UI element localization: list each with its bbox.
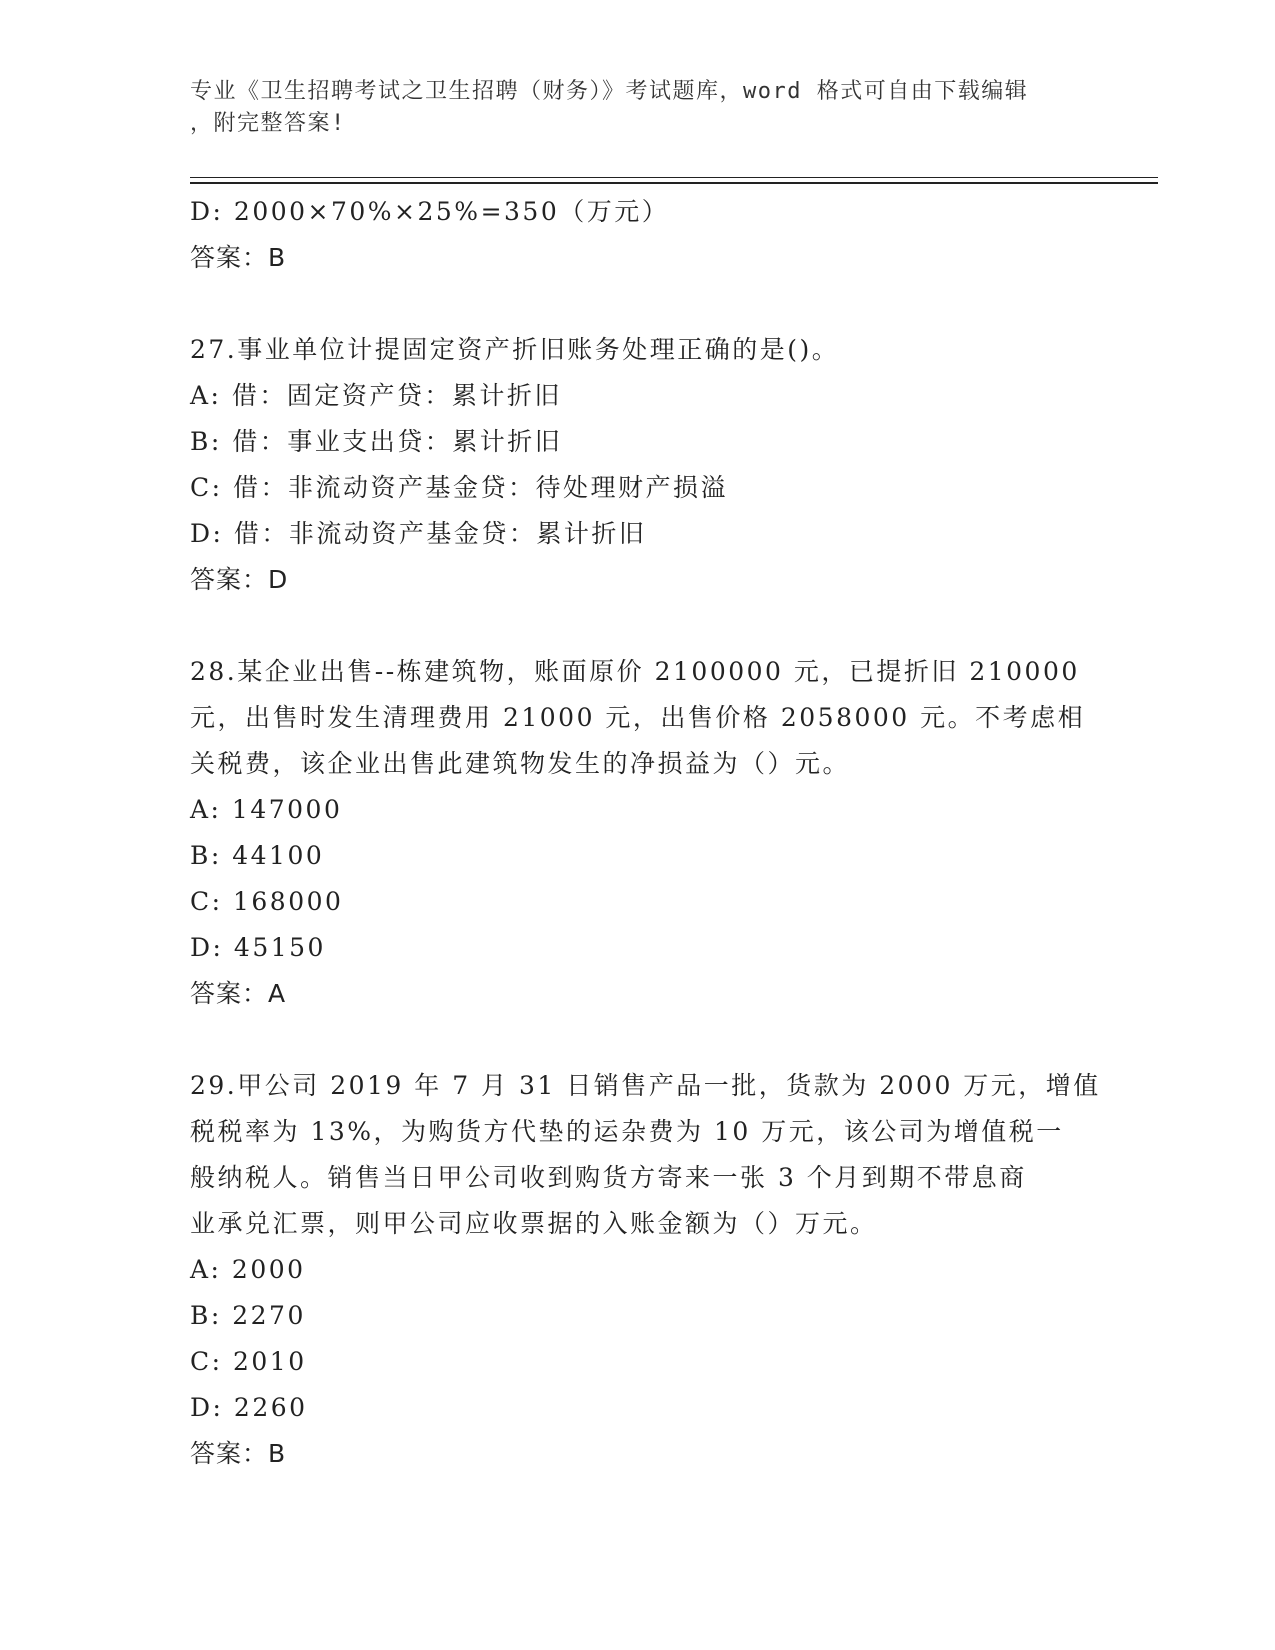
option-a: A: 147000 — [190, 795, 343, 824]
option-c: C: 2010 — [190, 1347, 307, 1376]
document-header — [190, 76, 1090, 140]
question-stem: 27.事业单位计提固定资产折旧账务处理正确的是()。 — [190, 335, 840, 364]
question-stem-line-4: 业承兑汇票，则甲公司应收票据的入账金额为（）万元。 — [190, 1209, 878, 1238]
spacer — [190, 1017, 1090, 1063]
question-stem-line-1: 29.甲公司 2019 年 7 月 31 日销售产品一批，货款为 2000 万元，增值 — [190, 1071, 1101, 1100]
option-c: C: 168000 — [190, 887, 344, 916]
header-divider-thick — [190, 182, 1158, 184]
question-27 — [190, 327, 1090, 603]
option-a: A: 借：固定资产贷：累计折旧 — [190, 381, 562, 410]
question-28 — [190, 649, 1090, 1017]
option-c: C: 借：非流动资产基金贷：待处理财产损溢 — [190, 473, 728, 502]
option-d: D: 借：非流动资产基金贷：累计折旧 — [190, 519, 647, 548]
question-content — [190, 189, 1101, 1477]
answer: 答案：B — [190, 1439, 287, 1468]
header-divider-thin — [190, 177, 1158, 178]
option-d: D: 45150 — [190, 933, 326, 962]
question-29 — [190, 1063, 1101, 1477]
question-stem-line-3: 般纳税人。销售当日甲公司收到购货方寄来一张 3 个月到期不带息商 — [190, 1163, 1027, 1192]
option-d: D: 2260 — [190, 1393, 308, 1422]
header-line-1: 专业《卫生招聘考试之卫生招聘（财务）》考试题库，word 格式可自由下载编辑 — [190, 79, 1029, 104]
question-stem-line-3: 关税费，该企业出售此建筑物发生的净损益为（）元。 — [190, 749, 851, 778]
question-stem-line-1: 28.某企业出售--栋建筑物，账面原价 2100000 元，已提折旧 210000 — [190, 657, 1080, 686]
option-b: B: 2270 — [190, 1301, 306, 1330]
question-stem-line-2: 税税率为 13%，为购货方代垫的运杂费为 10 万元，该公司为增值税一 — [190, 1117, 1064, 1146]
option-d: D: 2000×70%×25%=350（万元） — [190, 197, 670, 226]
option-a: A: 2000 — [190, 1255, 306, 1284]
option-b: B: 44100 — [190, 841, 325, 870]
answer: 答案：D — [190, 565, 289, 594]
question-26 — [190, 189, 1090, 281]
header-line-2: ，附完整答案! — [190, 111, 346, 136]
spacer — [190, 281, 1090, 327]
option-b: B: 借：事业支出贷：累计折旧 — [190, 427, 563, 456]
spacer — [190, 603, 1090, 649]
answer: 答案：A — [190, 979, 287, 1008]
question-stem-line-2: 元，出售时发生清理费用 21000 元，出售价格 2058000 元。不考虑相 — [190, 703, 1086, 732]
answer: 答案：B — [190, 243, 287, 272]
